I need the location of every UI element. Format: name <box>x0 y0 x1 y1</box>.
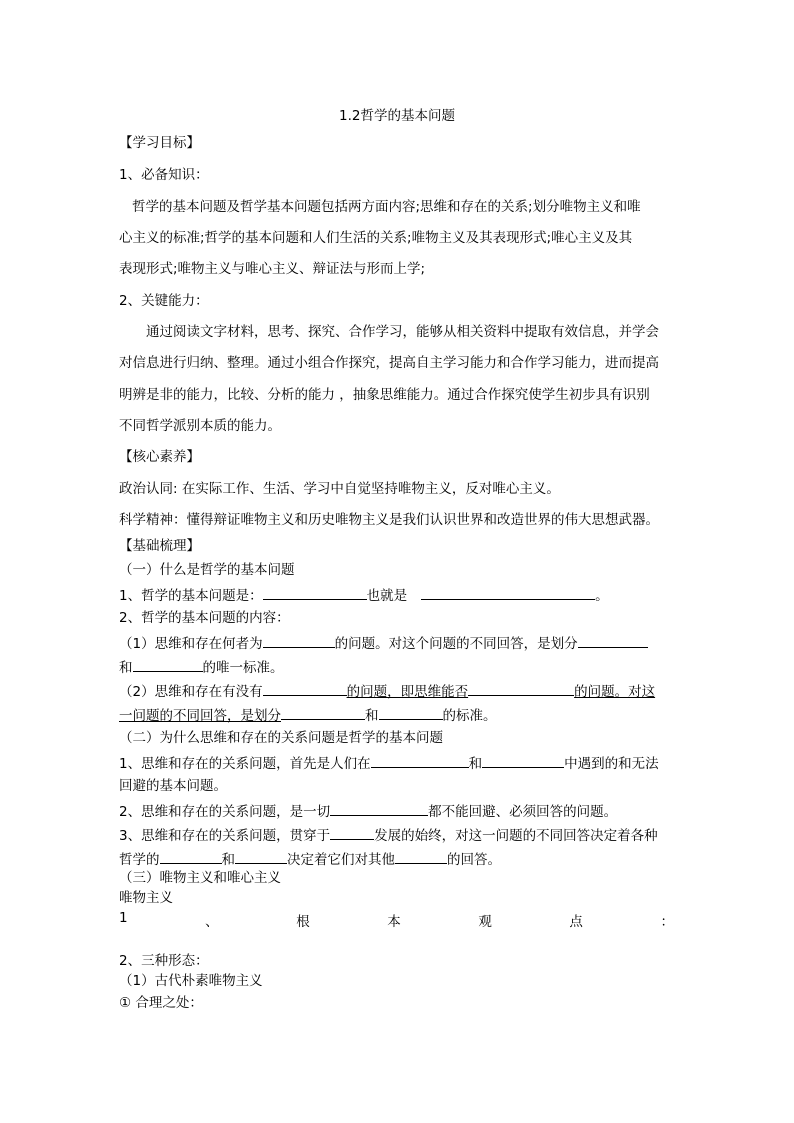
reasonable-aspects: ① 合理之处： <box>119 995 203 1011</box>
ability-text-line-1: 通过阅读文字材料，思考、探究、合作学习，能够从相关资料中提取有效信息，并学会 <box>146 324 659 340</box>
fill-blank[interactable] <box>421 585 595 600</box>
core-political: 政治认同: 在实际工作、生活、学习中自觉坚持唯物主义，反对唯心主义。 <box>119 481 560 497</box>
question-2: 2、哲学的基本问题的内容： <box>119 610 290 626</box>
fill-blank[interactable] <box>281 705 365 720</box>
core-heading: 【核心素养】 <box>119 449 200 465</box>
knowledge-text-line-1: 哲学的基本问题及哲学基本问题包括两方面内容;思维和存在的关系;划分唯物主义和唯 <box>132 199 641 215</box>
fill-blank[interactable] <box>263 681 347 696</box>
page-title: 1.2哲学的基本问题 <box>339 108 455 124</box>
reason-3-line-1: 3、思维和存在的关系问题，贯穿于 发展的始终，对这一问题的不同回答决定着各种 <box>119 825 658 845</box>
part2-heading: （二）为什么思维和存在的关系问题是哲学的基本问题 <box>119 730 443 746</box>
basis-heading: 【基础梳理】 <box>119 538 200 554</box>
fill-blank[interactable] <box>330 825 374 840</box>
question-2-2-line-2: 一问题的不同回答，是划分 和 的标准。 <box>119 705 497 725</box>
knowledge-text-line-3: 表现形式;唯物主义与唯心主义、辩证法与形而上学; <box>119 261 426 277</box>
fill-blank[interactable] <box>235 849 287 864</box>
reason-3-line-2: 哲学的 和 决定着它们对其他 的回答。 <box>119 849 501 869</box>
ability-text-line-4: 不同哲学派别本质的能力。 <box>119 418 281 434</box>
fill-blank[interactable] <box>395 849 447 864</box>
reason-2: 2、思维和存在的关系问题，是一切 都不能回避、必须回答的问题。 <box>119 801 617 821</box>
basic-viewpoint-line: 1 、 根 本 观 点 ： <box>119 910 674 930</box>
ability-text-line-2: 对信息进行归纳、整理。通过小组合作探究，提高自主学习能力和合作学习能力，进而提高 <box>119 355 659 371</box>
part3-heading: （三）唯物主义和唯心主义 <box>119 870 281 886</box>
fill-blank[interactable] <box>263 633 335 648</box>
fill-blank[interactable] <box>482 753 564 768</box>
core-science: 科学精神：懂得辩证唯物主义和历史唯物主义是我们认识世界和改造世界的伟大思想武器。 <box>119 512 659 528</box>
fill-blank[interactable] <box>578 633 648 648</box>
reason-1-line-1: 1、思维和存在的关系问题，首先是人们在 和 中遇到的和无法 <box>119 753 659 773</box>
knowledge-text-line-2: 心主义的标准;哲学的基本问题和人们生活的关系;唯物主义及其表现形式;唯心主义及其 <box>119 230 633 246</box>
question-1: 1、哲学的基本问题是： 也就是 。 <box>119 585 609 605</box>
question-2-1-line-1: （1）思维和存在何者为 的问题。对这个问题的不同回答，是划分 <box>119 633 648 653</box>
fill-blank[interactable] <box>263 585 367 600</box>
fill-blank[interactable] <box>379 705 443 720</box>
fill-blank[interactable] <box>133 657 203 672</box>
fill-blank[interactable] <box>468 681 574 696</box>
fill-blank[interactable] <box>371 753 469 768</box>
question-2-2-line-1: （2）思维和存在有没有 的问题，即思维能否 的问题。对这 <box>119 681 655 701</box>
reason-1-line-2: 回避的基本问题。 <box>119 778 227 794</box>
part1-heading: （一）什么是哲学的基本问题 <box>119 562 295 578</box>
goals-heading: 【学习目标】 <box>119 135 200 151</box>
knowledge-heading: 1、必备知识： <box>119 167 209 183</box>
ancient-materialism: （1）古代朴素唯物主义 <box>119 973 263 989</box>
ability-heading: 2、关键能力： <box>119 293 209 309</box>
ability-text-line-3: 明辨是非的能力，比较、分析的能力 ，抽象思维能力。通过合作探究使学生初步具有识别 <box>119 387 650 403</box>
materialism-heading: 唯物主义 <box>119 890 173 906</box>
fill-blank[interactable] <box>330 801 428 816</box>
fill-blank[interactable] <box>160 849 222 864</box>
three-forms: 2、三种形态： <box>119 953 209 969</box>
question-2-1-line-2: 和 的唯一标准。 <box>119 657 284 677</box>
